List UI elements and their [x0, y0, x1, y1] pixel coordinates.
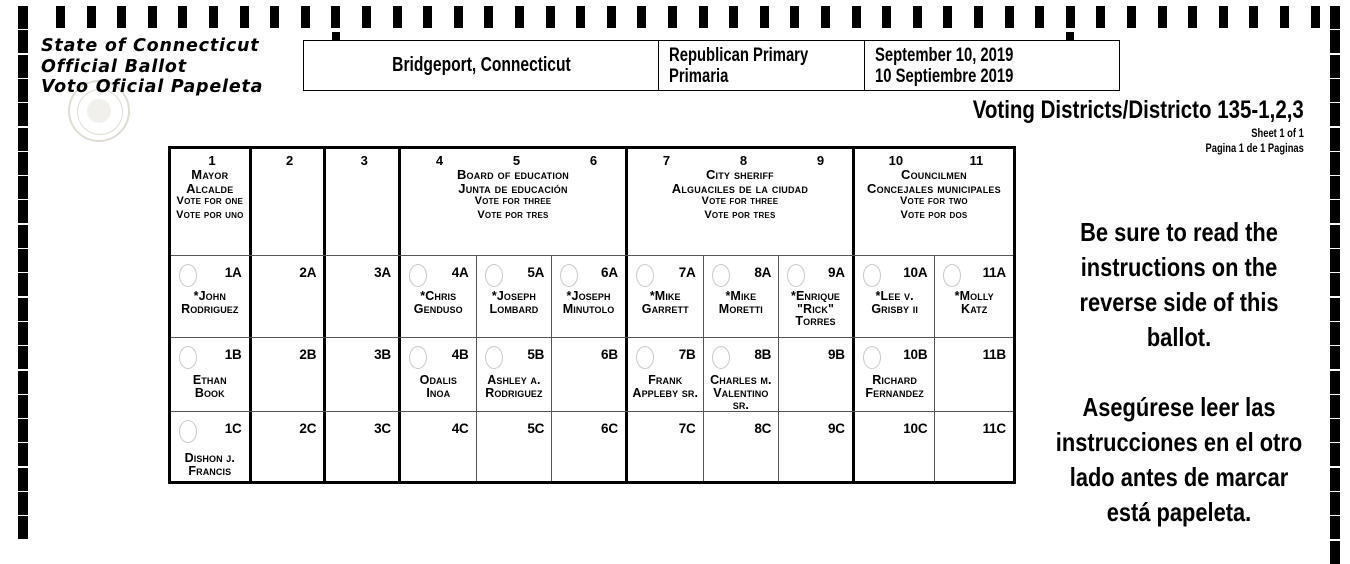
- cell-code: 4C: [451, 421, 469, 436]
- vote-oval-5b[interactable]: [485, 346, 503, 369]
- vote-instruction-es: Vote por uno: [176, 208, 244, 221]
- timing-mark: [1330, 492, 1340, 515]
- ballot-cell-2c[interactable]: [252, 412, 327, 481]
- candidate-name-line: Genduso: [413, 301, 463, 316]
- timing-mark: [1330, 443, 1340, 466]
- column-number: 3: [360, 153, 368, 168]
- vote-oval-10a[interactable]: [863, 264, 881, 287]
- cell-code: 9A: [828, 265, 845, 280]
- ballot-cell-5c[interactable]: [477, 412, 553, 481]
- candidate-name-line: Torres: [795, 314, 836, 328]
- ballot-cell-11b[interactable]: [935, 338, 1013, 411]
- candidate-name: [937, 290, 1011, 315]
- candidate-name-line: *Enrique: [791, 289, 841, 303]
- timing-mark: [1330, 152, 1340, 175]
- cell-code: 4B: [451, 347, 469, 362]
- candidate-name: [403, 290, 474, 315]
- timing-mark: [18, 516, 28, 539]
- column-number: 2: [285, 153, 294, 168]
- election-date-es: 10 Septiembre 2019: [875, 65, 1014, 87]
- candidate-row-b: [171, 337, 1013, 411]
- cell-code: 1B: [224, 347, 242, 362]
- timing-mark: [18, 79, 28, 102]
- candidate-name: [781, 290, 850, 328]
- election-type-box: [659, 41, 865, 90]
- candidate-name-line: *Molly: [954, 289, 994, 303]
- vote-oval-9a[interactable]: [787, 264, 805, 287]
- candidate-name-line: Rodriguez: [485, 385, 543, 400]
- ballot-cell-3b[interactable]: [326, 338, 401, 411]
- cell-code: 6C: [601, 421, 618, 436]
- timing-mark: [1330, 541, 1340, 564]
- office-header-city-sheriff: [628, 149, 855, 255]
- candidate-name-line: Odalis: [419, 373, 457, 387]
- office-header-board-of-education: [401, 149, 628, 255]
- ballot-cell-3a[interactable]: [326, 256, 401, 337]
- timing-mark: [1330, 395, 1340, 418]
- candidate-name-line: *Joseph: [566, 289, 611, 303]
- candidate-name-line: Moretti: [718, 301, 763, 316]
- column-number: 6: [589, 153, 598, 168]
- instructions-english: Be sure to read the instructions on the reverse side of this ballot.: [1079, 217, 1279, 352]
- vote-oval-5a[interactable]: [485, 264, 503, 287]
- timing-mark: [18, 371, 28, 394]
- ballot-cell-1c[interactable]: [171, 412, 252, 481]
- official-ballot-label-es: Voto Oficial Papeleta: [41, 77, 264, 97]
- cell-code: 2A: [299, 265, 317, 280]
- instructions-spanish: Asegúrese leer las instrucciones en el otro lado antes de marcar está papeleta.: [1055, 392, 1303, 527]
- ballot-cell-9a[interactable]: [779, 256, 855, 337]
- cell-code: 8A: [754, 265, 772, 280]
- ballot-cell-4b[interactable]: [401, 338, 477, 411]
- vote-instruction-es: Vote por tres: [477, 208, 549, 221]
- cell-code: 8C: [754, 421, 772, 436]
- candidate-name-line: *Mike: [649, 289, 681, 303]
- ballot-cell-6b[interactable]: [552, 338, 628, 411]
- sheet-number-es: Pagina 1 de 1 Paginas: [1205, 141, 1304, 155]
- candidate-name: [706, 290, 777, 315]
- ballot-cell-8a[interactable]: [704, 256, 780, 337]
- ballot-cell-10b[interactable]: [855, 338, 936, 411]
- column-number: 4: [435, 153, 444, 168]
- candidate-name-line: *Chris: [420, 289, 457, 303]
- ballot-cell-6c[interactable]: [552, 412, 628, 481]
- candidate-name-line: "Rick": [797, 301, 835, 316]
- timing-mark: [18, 443, 28, 466]
- candidate-row-c: [171, 411, 1013, 481]
- cell-code: 3C: [374, 421, 391, 436]
- ballot-cell-11c[interactable]: [935, 412, 1013, 481]
- cell-code: 11A: [982, 265, 1006, 280]
- office-title-en: Councilmen: [900, 167, 967, 182]
- timing-mark: [18, 298, 28, 321]
- timing-mark: [1330, 128, 1340, 151]
- cell-code: 3A: [374, 265, 391, 280]
- cell-code: 10B: [903, 347, 928, 362]
- timing-mark: [1311, 6, 1320, 28]
- cell-code: 11C: [982, 421, 1006, 436]
- cell-code: 2B: [299, 347, 317, 362]
- ballot-page: [36, 0, 1308, 546]
- cell-code: 1C: [224, 421, 242, 436]
- candidate-name-line: Richard: [872, 373, 917, 387]
- cell-code: 5A: [527, 265, 545, 280]
- candidate-name: [173, 452, 247, 477]
- timing-mark: [18, 249, 28, 272]
- election-info-boxes: [303, 40, 1120, 91]
- timing-mark: [18, 200, 28, 223]
- ballot-cell-1a[interactable]: [171, 256, 252, 337]
- ballot-cell-5b[interactable]: [477, 338, 553, 411]
- timing-mark: [1330, 298, 1340, 321]
- timing-mark: [18, 346, 28, 369]
- timing-mark: [18, 273, 28, 296]
- timing-mark: [1330, 30, 1340, 53]
- ballot-cell-7c[interactable]: [628, 412, 704, 481]
- candidate-name-line: Garrett: [641, 301, 689, 316]
- candidate-name-line: *Lee v.: [875, 289, 914, 303]
- office-title-es: Alguaciles de la ciudad: [671, 180, 809, 196]
- timing-mark: [18, 322, 28, 345]
- candidate-name: [554, 290, 623, 315]
- candidate-name: [479, 374, 550, 399]
- timing-mark: [18, 128, 28, 151]
- candidate-name: [857, 374, 933, 399]
- column-number: 7: [662, 153, 671, 168]
- column-number: 5: [512, 153, 521, 168]
- vote-oval-1a[interactable]: [179, 264, 197, 287]
- timing-mark: [18, 419, 28, 442]
- ballot-cell-10c[interactable]: [855, 412, 936, 481]
- candidate-name-line: Inoa: [426, 385, 451, 400]
- timing-mark: [18, 225, 28, 248]
- candidate-name-line: Grisby ii: [871, 301, 918, 316]
- vote-oval-1c[interactable]: [179, 420, 197, 443]
- cell-code: 8B: [754, 347, 772, 362]
- timing-mark: [18, 30, 28, 53]
- ballot-cell-2b[interactable]: [252, 338, 327, 411]
- candidate-name-line: Rodriguez: [181, 301, 239, 316]
- cell-code: 4A: [451, 265, 469, 280]
- vote-oval-10b[interactable]: [863, 346, 881, 369]
- candidate-name-line: Fernandez: [865, 385, 924, 400]
- timing-mark: [1330, 346, 1340, 369]
- timing-mark: [18, 492, 28, 515]
- candidate-name: [403, 374, 474, 399]
- vote-oval-4a[interactable]: [409, 264, 427, 287]
- candidate-name: [173, 374, 247, 399]
- column-number: 9: [816, 153, 825, 168]
- ballot-grid: [168, 146, 1016, 484]
- timing-mark: [1330, 6, 1340, 29]
- timing-mark: [1330, 79, 1340, 102]
- candidate-name-line: Dishon j.: [184, 451, 235, 465]
- cell-code: 7B: [678, 347, 696, 362]
- candidate-name-line: Frank: [648, 373, 683, 387]
- candidate-name-line: Ashley a.: [487, 373, 541, 387]
- cell-code: 6A: [601, 265, 618, 280]
- vote-oval-7b[interactable]: [636, 346, 654, 369]
- timing-mark: [1330, 273, 1340, 296]
- ballot-title-block: [41, 36, 263, 98]
- election-date-en: September 10, 2019: [875, 44, 1014, 66]
- candidate-name-line: *Joseph: [491, 289, 536, 303]
- municipality-box: [304, 41, 659, 90]
- timing-mark: [1330, 322, 1340, 345]
- office-header-councilmen: [855, 149, 1013, 255]
- timing-mark: [18, 55, 28, 78]
- vote-oval-4b[interactable]: [409, 346, 427, 369]
- cell-code: 2C: [299, 421, 317, 436]
- office-header-blank-3: [326, 149, 401, 255]
- timing-mark: [18, 6, 28, 29]
- office-title-es: Concejales municipales: [867, 180, 1001, 196]
- ballot-cell-9b[interactable]: [779, 338, 855, 411]
- candidate-name: [857, 290, 933, 315]
- ballot-cell-2a[interactable]: [252, 256, 327, 337]
- ballot-cell-8c[interactable]: [704, 412, 780, 481]
- candidate-name-line: Katz: [961, 301, 988, 316]
- candidate-name: [173, 290, 247, 315]
- timing-mark: [18, 395, 28, 418]
- timing-mark: [1330, 55, 1340, 78]
- timing-mark: [1330, 419, 1340, 442]
- ballot-cell-4c[interactable]: [401, 412, 477, 481]
- cell-code: 9B: [828, 347, 845, 362]
- candidate-name: [630, 374, 701, 399]
- ballot-header: [36, 34, 1308, 97]
- candidate-name-line: Book: [194, 385, 225, 400]
- office-header-blank-2: [252, 149, 327, 255]
- cell-code: 10A: [903, 265, 928, 280]
- vote-instruction-en: Vote for three: [474, 195, 552, 207]
- cell-code: 10C: [903, 421, 928, 436]
- office-title-es: Alcalde: [186, 180, 234, 196]
- candidate-name: [479, 290, 550, 315]
- vote-oval-1b[interactable]: [179, 346, 197, 369]
- ballot-cell-3c[interactable]: [326, 412, 401, 481]
- candidate-name-line: Lombard: [489, 301, 539, 316]
- office-title-en: City sheriff: [705, 167, 774, 182]
- column-number: 1: [208, 153, 216, 168]
- timing-mark: [1330, 176, 1340, 199]
- ballot-cell-6a[interactable]: [552, 256, 628, 337]
- ballot-cell-8b[interactable]: [704, 338, 780, 411]
- candidate-row-a: [171, 255, 1013, 337]
- timing-mark: [1330, 371, 1340, 394]
- timing-mark: [1330, 249, 1340, 272]
- election-type-en: Republican Primary: [669, 44, 809, 66]
- cell-code: 11B: [982, 347, 1006, 362]
- timing-mark: [18, 103, 28, 126]
- ballot-cell-11a[interactable]: [935, 256, 1013, 337]
- municipality-label: Bridgeport, Connecticut: [391, 54, 571, 76]
- column-number: 8: [739, 153, 748, 168]
- cell-code: 5B: [527, 347, 545, 362]
- candidate-name-line: Appleby sr.: [632, 385, 699, 400]
- office-header-mayor: [171, 149, 252, 255]
- column-number: 10: [888, 153, 904, 168]
- candidate-name: [630, 290, 701, 315]
- cell-code: 3B: [374, 347, 391, 362]
- ballot-cell-10a[interactable]: [855, 256, 936, 337]
- candidate-name-line: Valentino sr.: [713, 385, 769, 412]
- timing-mark: [18, 468, 28, 491]
- cell-code: 5C: [527, 421, 545, 436]
- voting-districts-label: Voting Districts/Districto 135-1,2,3: [972, 96, 1304, 124]
- sheet-number-en: Sheet 1 of 1: [1251, 126, 1304, 140]
- ballot-cell-5a[interactable]: [477, 256, 553, 337]
- vote-oval-8b[interactable]: [712, 346, 730, 369]
- candidate-name-line: Francis: [188, 463, 232, 478]
- candidate-name-line: Charles m.: [710, 373, 772, 387]
- candidate-name-line: *John: [193, 289, 226, 303]
- election-date-box: [865, 41, 1119, 90]
- vote-instruction-en: Vote for two: [900, 195, 968, 207]
- ballot-cell-7a[interactable]: [628, 256, 704, 337]
- timing-mark: [1330, 468, 1340, 491]
- cell-code: 9C: [828, 421, 845, 436]
- vote-oval-7a[interactable]: [636, 264, 654, 287]
- vote-instruction-es: Vote por tres: [704, 208, 776, 221]
- cell-code: 6B: [601, 347, 618, 362]
- vote-oval-11a[interactable]: [943, 264, 961, 287]
- ballot-cell-9c[interactable]: [779, 412, 855, 481]
- column-number: 11: [969, 153, 984, 168]
- office-title-en: Board of education: [456, 167, 569, 182]
- cell-code: 7A: [678, 265, 696, 280]
- vote-oval-8a[interactable]: [712, 264, 730, 287]
- timing-mark: [1330, 225, 1340, 248]
- candidate-name-line: Ethan: [192, 373, 227, 387]
- ballot-cell-4a[interactable]: [401, 256, 477, 337]
- office-title-en: Mayor: [191, 167, 229, 182]
- state-name: State of Connecticut: [41, 36, 260, 56]
- timing-mark: [18, 152, 28, 175]
- timing-mark: [18, 176, 28, 199]
- vote-instruction-es: Vote por dos: [900, 208, 968, 221]
- election-type-es: Primaria: [669, 65, 729, 87]
- vote-instruction-en: Vote for three: [701, 195, 779, 207]
- ballot-cell-1b[interactable]: [171, 338, 252, 411]
- office-title-es: Junta de educación: [458, 180, 568, 196]
- ballot-cell-7b[interactable]: [628, 338, 704, 411]
- cell-code: 1A: [224, 265, 242, 280]
- official-ballot-label: Official Ballot: [41, 56, 187, 77]
- timing-mark: [1330, 516, 1340, 539]
- cell-code: 7C: [678, 421, 696, 436]
- office-header-row: [171, 149, 1013, 255]
- candidate-name-line: *Mike: [725, 289, 757, 303]
- timing-mark: [1330, 103, 1340, 126]
- timing-mark: [1330, 200, 1340, 223]
- vote-instruction-en: Vote for one: [176, 195, 244, 207]
- candidate-name-line: Minutolo: [562, 301, 615, 316]
- vote-oval-6a[interactable]: [560, 264, 578, 287]
- candidate-name: [706, 374, 777, 412]
